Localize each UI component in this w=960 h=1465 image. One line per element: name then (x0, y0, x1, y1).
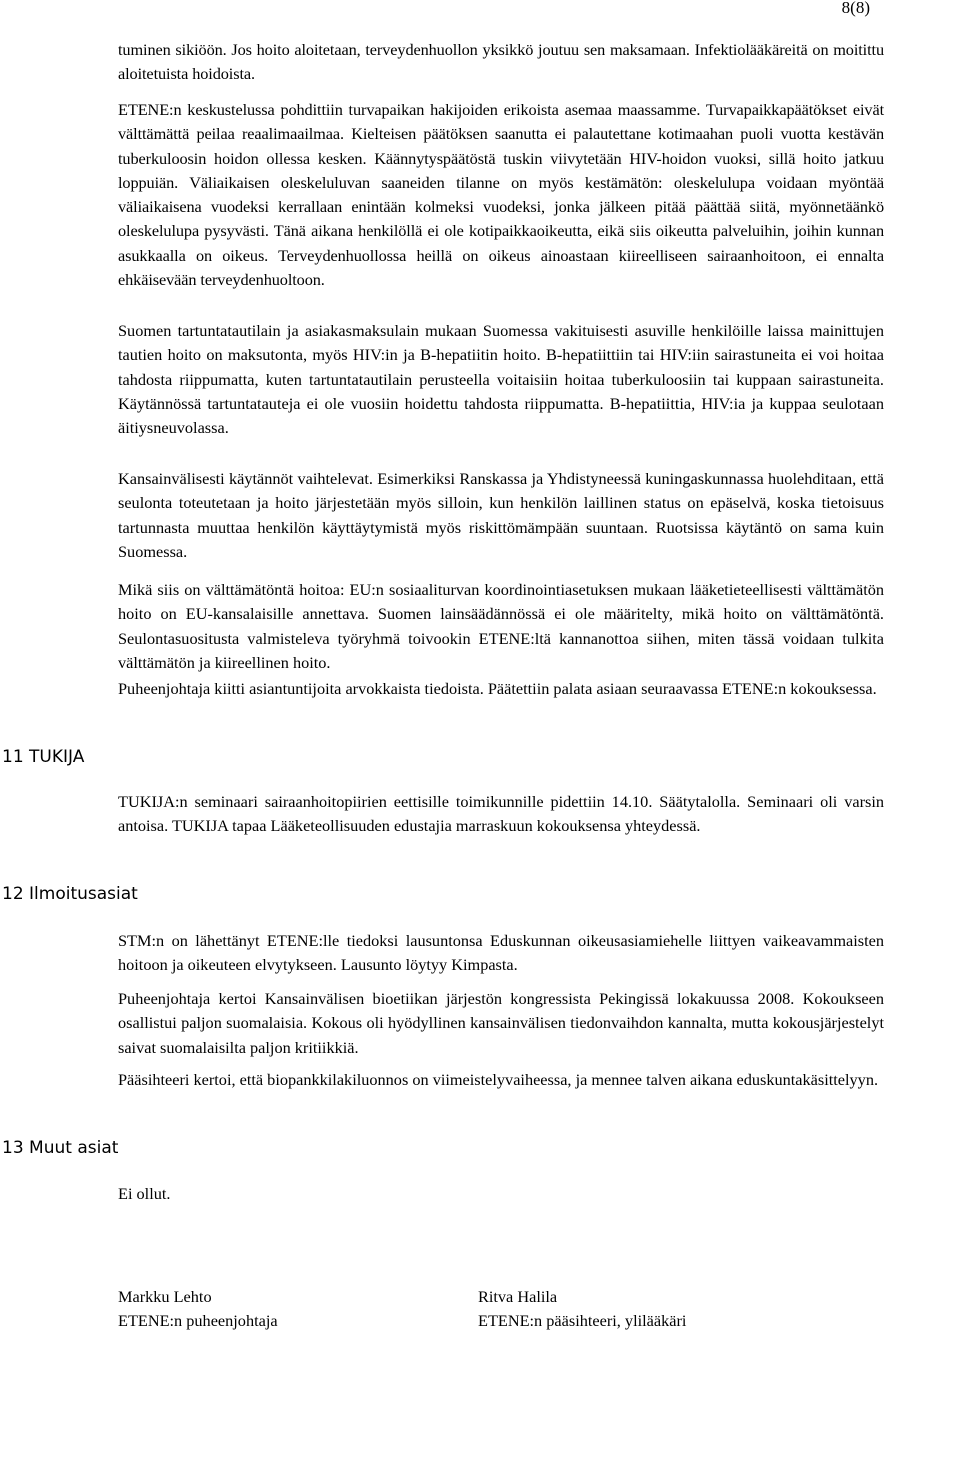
paragraph-necessary-care: Mikä siis on välttämätöntä hoitoa: EU:n sosiaaliturvan koordinointiasetuksen mukaan lääketieteellisesti välttämätön hoito on EU-kansalaisille annettava. Suomen lainsäädännössä ei ole määritelty, mikä hoito on välttämätöntä. Seulontasuositusta valmisteleva työryhmä toivookin ETENE:ltä kannanottoa siihen, miten tässä voidaan tulkita välttämätön ja kiireellinen hoito. (118, 580, 884, 672)
signature-chair-name: Markku Lehto (118, 1287, 212, 1306)
paragraph-tukija-seminar: TUKIJA:n seminaari sairaanhoitopiirien eettisille toimikunnille pidettiin 14.10. Säätytalolla. Seminaari oli varsin antoisa. TUKIJA tapaa Lääketeollisuuden edustajia marraskuun kokouksensa yhteydessä. (118, 792, 884, 836)
paragraph-none: Ei ollut. (118, 1184, 171, 1203)
paragraph-pregnancy-infection: tuminen sikiöön. Jos hoito aloitetaan, terveydenhuollon yksikkö joutuu sen maksamaan. Infektiolääkäreitä on moitittu aloitetuista hoidoista. (118, 40, 884, 84)
paragraph-bioethics-congress: Puheenjohtaja kertoi Kansainvälisen bioetiikan järjestön kongressista Pekingissä lokakuussa 2008. Kokoukseen osallistui paljon suomalaisia. Kokous oli hyödyllinen kansainvälisen tiedonvaihdon kannalta, mutta kokousjärjestelyt saivat suomalaisilta paljon kritiikkiä. (118, 989, 884, 1057)
paragraph-chair-thanks: Puheenjohtaja kiitti asiantuntijoita arvokkaista tiedoista. Päätettiin palata asiaan seuraavassa ETENE:n kokouksessa. (118, 679, 877, 698)
signature-secretary-title: ETENE:n pääsihteeri, ylilääkäri (478, 1311, 687, 1330)
section-heading-tukija: 11 TUKIJA (2, 747, 85, 767)
paragraph-stm-statement: STM:n on lähettänyt ETENE:lle tiedoksi lausuntonsa Eduskunnan oikeusasiamiehelle liittyen vaikeavammaisten hoitoon ja oikeuteen elvytykseen. Lausunto löytyy Kimpasta. (118, 931, 884, 975)
paragraph-infectious-disease-law: Suomen tartuntatautilain ja asiakasmaksulain mukaan Suomessa vakituisesti asuville henkilöille laissa mainittujen tautien hoito on maksutonta, myös HIV:in ja B-hepatiitin hoito. B-hepatiittiin tai HIV:iin sairastuneita ei voi hoitaa tahdosta riippumatta, kuten tartuntatautilain perusteella voitaisiin hoitaa tuberkuloosiin tai kuppaan sairastuneita. Käytännössä tartuntatauteja ei ole vuosiin hoidettu tahdosta riippumatta. B-hepatiittia, HIV:ia ja kuppaa seulotaan äitiysneuvolassa. (118, 321, 884, 438)
section-heading-announcements: 12 Ilmoitusasiat (2, 884, 138, 904)
signature-chair (118, 1285, 278, 1333)
signature-secretary (478, 1285, 686, 1333)
paragraph-asylum-seekers: ETENE:n keskustelussa pohdittiin turvapaikan hakijoiden erikoista asemaa maassamme. Turvapaikkapäätökset eivät välttämättä peilaa reaalimaailmaa. Kielteisen päätöksen saanutta ei palautettane kotimaahan puoli vuotta kestävän tuberkuloosin hoidon ollessa kesken. Käännytyspäätöstä tuskin viivytetään HIV-hoidon vuoksi, sillä hoito jatkuu loppuiän. Väliaikaisen oleskeluluvan saaneiden tilanne on myös kestämätön: oleskelulupa voidaan myöntää väliaikaisena vuodeksi kerrallaan enintään kolmeksi vuodeksi, jonka jälkeen pitää päättää siitä, myönnetäänkö oleskelulupa pysyvästi. Tänä aikana henkilöllä ei ole kotipaikkaoikeutta, eikä siis oikeutta palveluihin, joihin kunnan asukkaalla on oikeus. Terveydenhuollossa heillä on oikeus ainoastaan kiireelliseen sairaanhoitoon, ei ennalta ehkäisevään terveydenhuoltoon. (118, 100, 884, 290)
page-number: 8(8) (841, 0, 870, 17)
section-heading-other-matters: 13 Muut asiat (2, 1138, 119, 1158)
signature-chair-title: ETENE:n puheenjohtaja (118, 1311, 278, 1330)
signature-secretary-name: Ritva Halila (478, 1287, 558, 1306)
paragraph-biobank-law: Pääsihteeri kertoi, että biopankkilakiluonnos on viimeistelyvaiheessa, ja mennee talven aikana eduskuntakäsittelyyn. (118, 1070, 879, 1089)
paragraph-international-practices: Kansainvälisesti käytännöt vaihtelevat. Esimerkiksi Ranskassa ja Yhdistyneessä kuningaskunnassa huolehditaan, että seulonta toteutetaan ja hoito järjestetään myös silloin, kun henkilön laillinen status on epäselvä, koska tietoisuus tartunnasta muuttaa henkilön käyttäytymistä myös riskittömämpään suuntaan. Ruotsissa käytäntö on sama kuin Suomessa. (118, 469, 884, 561)
